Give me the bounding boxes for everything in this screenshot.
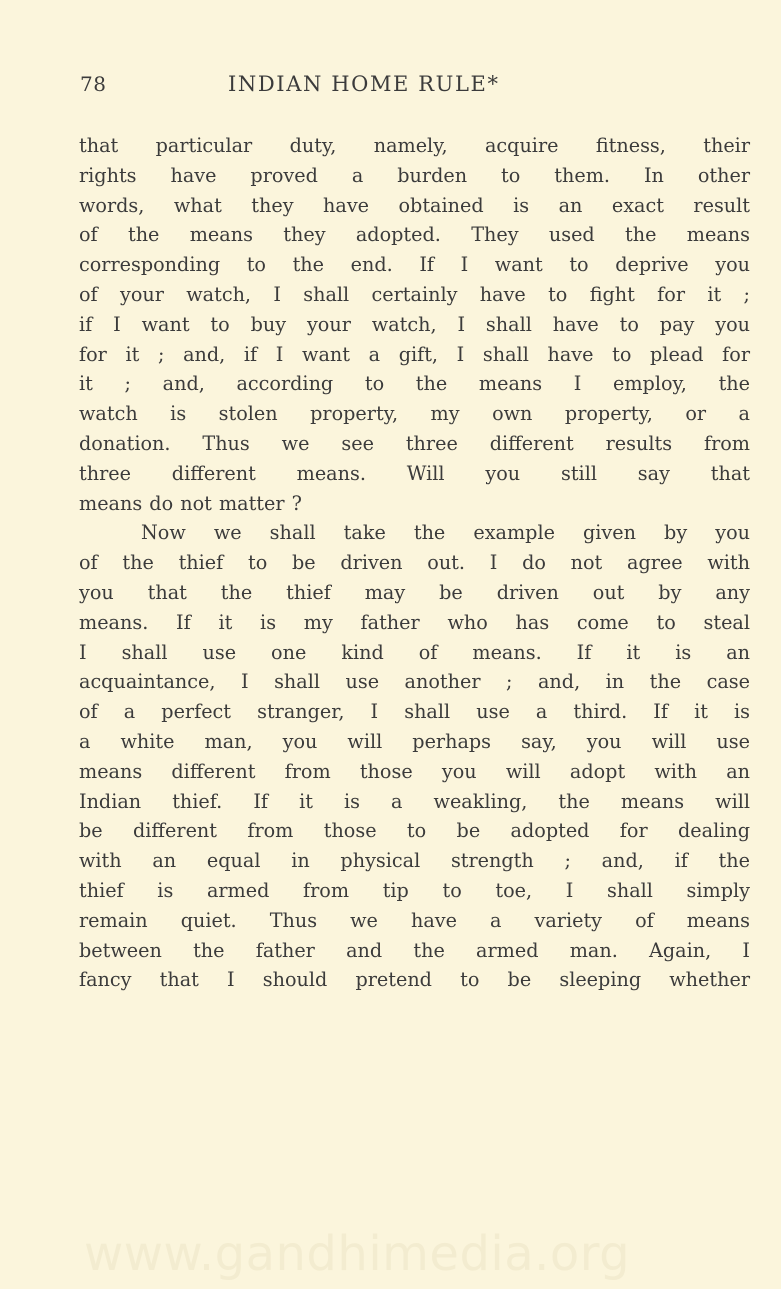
- text-line: Indian thief. If it is a weakling, the means will: [79, 789, 750, 813]
- text-line: words, what they have obtained is an exact result: [79, 193, 750, 217]
- text-line: means. If it is my father who has come to steal: [79, 610, 750, 634]
- text-line: three different means. Will you still say that: [79, 461, 750, 485]
- paragraph-2: [79, 518, 750, 995]
- text-line: of the thief to be driven out. I do not agree with: [79, 551, 750, 575]
- text-line: means do not matter ?: [79, 491, 302, 515]
- body-text: [79, 131, 750, 995]
- text-line: if I want to buy your watch, I shall have to pay you: [79, 312, 750, 336]
- text-line: for it ; and, if I want a gift, I shall have to plead for: [79, 342, 750, 366]
- text-line: corresponding to the end. If I want to deprive you: [79, 253, 750, 277]
- text-line: remain quiet. Thus we have a variety of means: [79, 908, 750, 932]
- text-line: of the means they adopted. They used the means: [79, 223, 750, 247]
- running-title: INDIAN HOME RULE*: [228, 72, 500, 96]
- text-line: means different from those you will adopt with an: [79, 759, 750, 783]
- page-number: 78: [80, 72, 107, 96]
- text-line: a white man, you will perhaps say, you will use: [79, 729, 750, 753]
- watermark-text: www.gandhimedia.org: [84, 1226, 631, 1282]
- text-line: of a perfect stranger, I shall use a third. If it is: [79, 700, 750, 724]
- text-line: be different from those to be adopted for dealing: [79, 819, 750, 843]
- text-line: that particular duty, namely, acquire fitness, their: [79, 134, 750, 157]
- text-line: acquaintance, I shall use another ; and, in the case: [79, 670, 750, 694]
- paragraph-1: [79, 131, 750, 518]
- text-line: I shall use one kind of means. If it is an: [79, 640, 750, 664]
- text-line: you that the thief may be driven out by any: [79, 580, 750, 604]
- text-line: donation. Thus we see three different results from: [79, 431, 750, 455]
- text-line: fancy that I should pretend to be sleeping whether: [79, 968, 750, 992]
- text-line: rights have proved a burden to them. In other: [79, 163, 750, 187]
- text-line: of your watch, I shall certainly have to fight for it ;: [79, 282, 750, 306]
- text-line: between the father and the armed man. Again, I: [79, 938, 750, 962]
- text-line: it ; and, according to the means I employ, the: [79, 372, 750, 396]
- text-line: watch is stolen property, my own property, or a: [79, 402, 750, 426]
- text-line: Now we shall take the example given by you: [141, 521, 750, 545]
- text-line: thief is armed from tip to toe, I shall simply: [79, 878, 750, 902]
- text-line: with an equal in physical strength ; and, if the: [79, 849, 750, 873]
- page-header: [80, 72, 740, 104]
